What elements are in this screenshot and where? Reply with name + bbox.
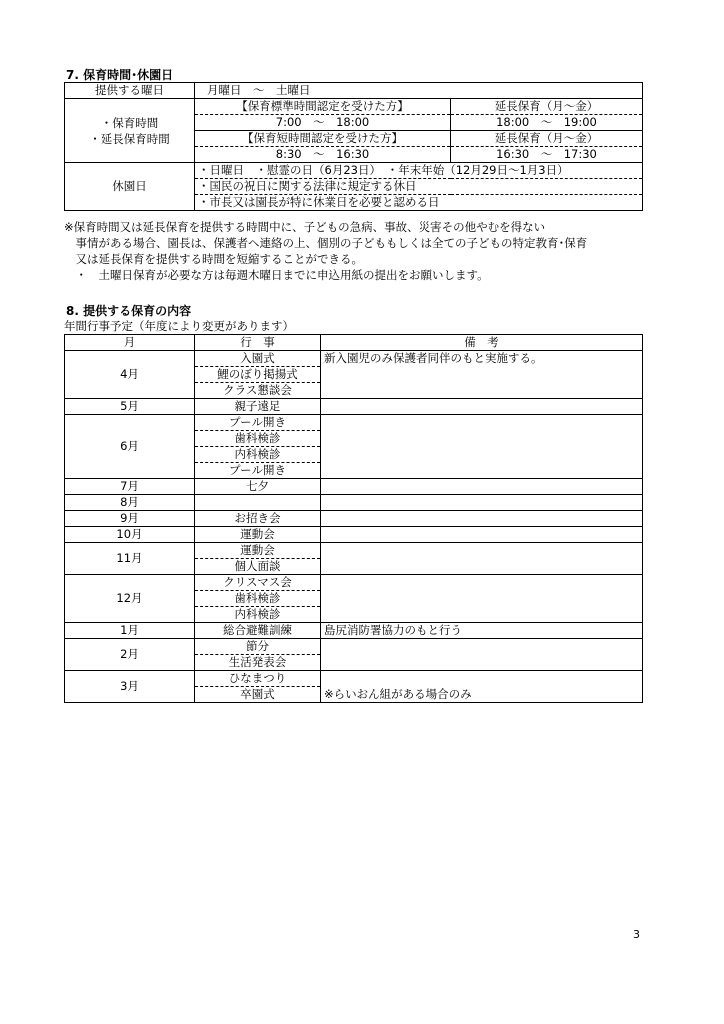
- month-cell: 7月: [65, 479, 195, 495]
- note-cell: 新入園児のみ保護者同伴のもと実施する。: [321, 351, 643, 367]
- event-cell: 個人面談: [195, 559, 321, 575]
- note-cell: [321, 591, 643, 607]
- event-cell: 運動会: [195, 527, 321, 543]
- note-cell: [321, 543, 643, 559]
- month-cell: 3月: [65, 671, 195, 703]
- hours-label-2: ・延長保育時間: [89, 131, 170, 146]
- section7-heading: 7. 保育時間･休園日: [66, 68, 174, 82]
- table-row: [65, 623, 643, 639]
- col-event-header: 行 事: [195, 335, 321, 351]
- note-cell: [321, 559, 643, 575]
- hours-table: [64, 82, 643, 211]
- table-row: [65, 415, 643, 431]
- section7-notes: [64, 219, 587, 283]
- standard-time: 7:00 ～ 18:00: [195, 115, 451, 131]
- short-header: 【保育短時間認定を受けた方】: [195, 131, 451, 147]
- note-cell: [321, 575, 643, 591]
- note-cell: ※らいおん組がある場合のみ: [321, 687, 643, 703]
- note-cell: [321, 527, 643, 543]
- days-value: 月曜日 ～ 土曜日: [195, 83, 643, 99]
- events-table: [64, 334, 643, 703]
- note-line: ・ 土曜日保育が必要な方は毎週木曜日までに申込用紙の提出をお願いします。: [64, 268, 489, 282]
- ext-header-short: 延長保育（月～金）: [451, 131, 643, 147]
- table-row: [65, 495, 643, 511]
- note-cell: [321, 655, 643, 671]
- event-cell: クラス懇談会: [195, 383, 321, 399]
- month-cell: 2月: [65, 639, 195, 671]
- note-line: 事情がある場合、園長は、保護者へ連絡の上、個別の子どももしくは全ての子どもの特定教育･保育: [64, 236, 588, 250]
- table-row: [65, 575, 643, 591]
- table-row: [65, 511, 643, 527]
- col-month-header: 月: [65, 335, 195, 351]
- event-cell: 運動会: [195, 543, 321, 559]
- event-cell: 総合避難訓練: [195, 623, 321, 639]
- event-cell: ひなまつり: [195, 671, 321, 687]
- note-cell: [321, 447, 643, 463]
- note-cell: [321, 463, 643, 479]
- event-cell: 生活発表会: [195, 655, 321, 671]
- days-label: 提供する曜日: [65, 83, 195, 99]
- event-cell: [195, 495, 321, 511]
- hours-label: [65, 99, 195, 163]
- event-cell: 入園式: [195, 351, 321, 367]
- month-cell: 1月: [65, 623, 195, 639]
- table-row: [65, 351, 643, 367]
- event-cell: プール開き: [195, 463, 321, 479]
- hours-label-1: ・保育時間: [100, 115, 159, 130]
- note-cell: [321, 639, 643, 655]
- col-note-header: 備 考: [321, 335, 643, 351]
- event-cell: 歯科検診: [195, 431, 321, 447]
- note-cell: [321, 415, 643, 431]
- section8-subheading: 年間行事予定（年度により変更があります）: [64, 319, 294, 333]
- event-cell: 内科検診: [195, 447, 321, 463]
- note-cell: 島尻消防署協力のもと行う: [321, 623, 643, 639]
- ext-header-standard: 延長保育（月～金）: [451, 99, 643, 115]
- table-row: [65, 399, 643, 415]
- note-cell: [321, 495, 643, 511]
- event-cell: 親子遠足: [195, 399, 321, 415]
- event-cell: 節分: [195, 639, 321, 655]
- table-row: [65, 479, 643, 495]
- note-cell: [321, 607, 643, 623]
- month-cell: 4月: [65, 351, 195, 399]
- note-cell: [321, 511, 643, 527]
- holiday-item: ・国民の祝日に関する法律に規定する休日: [195, 179, 643, 195]
- note-cell: [321, 671, 643, 687]
- month-cell: 9月: [65, 511, 195, 527]
- section8-heading: 8. 提供する保育の内容: [66, 304, 192, 318]
- month-cell: 10月: [65, 527, 195, 543]
- event-cell: 歯科検診: [195, 591, 321, 607]
- note-cell: [321, 431, 643, 447]
- note-line: 又は延長保育を提供する時間を短縮することができる。: [64, 252, 363, 266]
- ext-time-short: 16:30 ～ 17:30: [451, 147, 643, 163]
- holiday-item: ・日曜日 ・慰霊の日（6月23日） ・年末年始（12月29日～1月3日）: [195, 163, 643, 179]
- table-row: [65, 639, 643, 655]
- note-cell: [321, 383, 643, 399]
- event-cell: 内科検診: [195, 607, 321, 623]
- holiday-item: ・市長又は園長が特に休業日を必要と認める日: [195, 195, 643, 211]
- standard-header: 【保育標準時間認定を受けた方】: [195, 99, 451, 115]
- table-row: [65, 543, 643, 559]
- page-number: 3: [633, 928, 640, 941]
- table-row: [65, 671, 643, 687]
- event-cell: クリスマス会: [195, 575, 321, 591]
- month-cell: 5月: [65, 399, 195, 415]
- event-cell: プール開き: [195, 415, 321, 431]
- event-cell: 卒園式: [195, 687, 321, 703]
- ext-time-standard: 18:00 ～ 19:00: [451, 115, 643, 131]
- event-cell: 鯉のぼり掲揚式: [195, 367, 321, 383]
- note-cell: [321, 367, 643, 383]
- short-time: 8:30 ～ 16:30: [195, 147, 451, 163]
- holiday-label: 休園日: [65, 163, 195, 211]
- event-cell: 七夕: [195, 479, 321, 495]
- table-row: [65, 527, 643, 543]
- month-cell: 8月: [65, 495, 195, 511]
- month-cell: 11月: [65, 543, 195, 575]
- month-cell: 6月: [65, 415, 195, 479]
- event-cell: お招き会: [195, 511, 321, 527]
- note-cell: [321, 479, 643, 495]
- note-line: ※保育時間又は延長保育を提供する時間中に、子どもの急病、事故、災害その他やむを得ない: [64, 220, 546, 234]
- note-cell: [321, 399, 643, 415]
- month-cell: 12月: [65, 575, 195, 623]
